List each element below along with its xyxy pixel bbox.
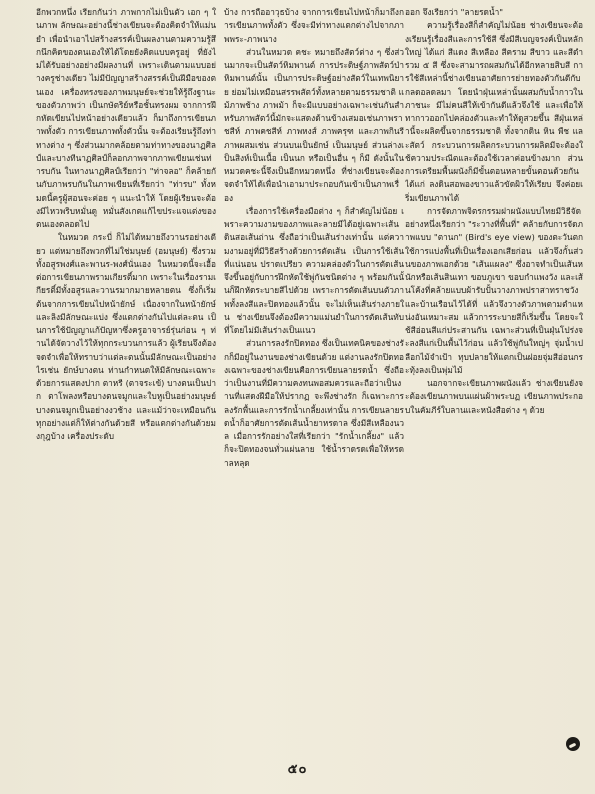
paragraph: ส่วนในหมวด คชะ หมายถึงสัตว์ต่าง ๆ ซึ่งส่วนมากจะเป็นสัตว์หิมพานต์ การประดิษฐ์ภาพสัตว์ป่าหิมพานต์นั้น เป็นการประดิษฐ์อย่างสัตว์ในเทพนิยาย ย่อมไม่เหมือนสรรพสัตว์ทั้งหลายตามธรรมชาติ แม้ภาพช้าง ภาพม้า ก็จะมีแบบอย่างเฉพาะเช่นกันสำหรับภาพสัตว์นี้มักจะแสดงด้านข้างเสมอเช่นภาพราชสีห์ ภาพคชสีห์ ภาพหงส์ ภาพครุฑ และภาพกินรี ภาพผสมเช่น ส่วนบนเป็นยักษ์ เป็นมนุษย์ ส่วนล่างเป็นสิงห์เป็นเนื้อ เป็นนก หรือเป็นอื่น ๆ ก็มี ดังนั้นในหมวดคชะนี้จึงเป็นอีกหมวดหนึ่ง ที่ช่างเขียนจะต้องจดจำให้ได้เพื่อนำเอามาประกอบกันเข้าเป็นภาพเรื่อง <box>224 46 404 203</box>
paragraph: การจัดภาพจิตรกรรมฝาผนังแบบไทยมีวิธีจัดอย่างหนึ่งเรียกว่า "ระวางที่พื้นที่" คล้ายกับการจัดภาพแบบ "ตานก" (Bird's eye view) ของตะวันตก ใช้การแบ่งพื้นที่เป็นเรื่องเอกเสียก่อน แล้วจึงกั้นส่วนของภาพเอกด้วย "เส้นแผลง" ซึ่งอาจทำเป็นเส้นหนักหรือเส้นสินเทา ขอบภูเขา ขอบกำแพงวัง และเส้นโค้งที่คล้ายแบบผ้ารับปั้นวางภาพปราสาทราชวังและบ้านเรือนไว้ได้ที่ แล้วจึงวางตัวภาพตามตำแหน่งอันเหมาะสม แล้วการระบายสีก็เริ่มขึ้น โดยจะใช้สีอ่อนสีแก่ประสานกัน เฉพาะส่วนที่เป็นฝุ่นโปร่งจะลงสีแก่เป็นพื้นไว้ก่อน แล้วใช้พู่กันใหญ่ๆ จุ่มน้ำเปลือกไม้จำเป้า ทุบปลายให้แตกเป็นฝอยจุ่มสีอ่อนกระทุ้งลงเป็นพุ่มไม้ <box>405 205 583 375</box>
page-number: ๕๐ <box>287 762 308 777</box>
paragraph: ส่วนการลงรักปิดทอง ซึ่งเป็นเทคนิคของช่างรักก็มีอยู่ในงานของช่างเขียนด้วย แต่งานลงรักปิดทองเฉพาะของช่างเขียนคือการเขียนลายรดน้ำ ซึ่งถือว่าเป็นงานที่มีความคงทนพอสมควรและถือว่าเป็นงานที่แสดงฝีมือให้ปรากฏ จะพึงช่างรัก ก็เฉพาะการลงรักพื้นและการรักน้ำเกลี้ยงเท่านั้น การเขียนลายรดน้ำก็อาศัยการตัดเส้นน้ำยาหรดาล ซึ่งมีสีเหลืองนวล เมื่อการรักอย่างใสที่เรียกว่า "รักน้ำเกลี้ยง" แล้ว ก็จะปิดทองจนทั่วแผ่นลาย ใช้น้ำราดรดเพื่อให้หรดาลหลุด <box>224 338 404 468</box>
paragraph: ในหมวด กระบี่ ก็ไม่ได้หมายถึงวานรอย่างเดียว แต่หมายถึงพวกที่ไม่ใช่มนุษย์ (อมนุษย์) ซึ่งรวมทั้งอสูรพงศ์และพานร-พงศ์นั่นเอง ในหมวดนี้จะเอื้อต่อการเขียนภาพรามเกียรติ์มาก เพราะในเรื่องรามเกียรติ์มีทั้งอสูรและวานรมากมายหลายตน ซึ่งก็เริ่มต้นจากการเขียนไปหน้ายักษ์ เนื่องจากในหน้ายักษ์และลิงมีลักษณะแบ่ง ซึ่งแตกต่างกันไปแต่ละตน เป็นการใช้ปัญญาแก้ปัญหาซึ่งครูอาจารย์รุ่นก่อน ๆ ท่านได้จัดวางไว้ให้ทุกกระบวนการแล้ว ผู้เรียนจึงต้องจดจำเพื่อให้ทราบว่าแต่ละตนนั้นมีลักษณะเป็นอย่างไรเช่น ยักษ์บางตน ท่านกำหนดให้มีลักษณะเฉพาะ ด้วยการแสดงปาก ตาหรี (ตาจระเข้) บางตนเป็นปาก ตาโพลงหรือบางตนจมูกและใบหูเป็นอย่างมนุษย์บางตนจมูกเป็นอย่างงวช้าง และแม้ว่าจะเหมือนกันทุกอย่างแต่ก็ให้ต่างกันด้วยสี หรือแตกต่างกันด้วยมงกุฎบ้าง เครื่องประดับ <box>36 232 216 441</box>
paragraph: นอกจากจะเขียนภาพผนังแล้ว ช่างเขียนยังจะต้องเขียนภาพบนแผ่นผ้าพระบฏ เขียนภาพประกอบในคัมภีร์ใบลานและหนังสือต่าง ๆ ด้วย <box>405 378 583 415</box>
paragraph: อีกพวกหนึ่ง เรียกกันว่า ภาพกากไม่เป็นตัว เอก ๆ ในภาพ ลักษณะอย่างนี้ช่างเขียนจะต้องคิดจำให้แม่นยำ เพื่อนำเอาไปสร้างสรรค์เป็นผลงานตามความรู้สึกนึกคิดของตนเองให้ได้โดยยังคิดแบบครูอยู่ ที่ยังไม่ได้รับอย่างอย่างมีผลงานที่ เพราะเดินตามแบบอย่างครูช่างเดียว ไม่มีปัญญาสร้างสรรค์เป็นฝีมือของตนเอง เครื่องทรงของภาพมนุษย์จะช่วยให้รู้ถึงฐานะของตัวภาพว่า เป็นกษัตริย์หรือชั้นทรงผม จากการฝึกหัดเขียนไปหน้าอย่างเดียวแล้ว ก็มาถึงการเขียนภาพทั้งตัว การเขียนภาพทั้งตัวนั้น จะต้องเรียนรู้ถึงท่าทางต่าง ๆ ซึ่งส่วนมากคล้อยตามท่าทางของนาฏศิลป์และบางทีนาฏศิลป์ก็ลอกภาพจากภาพเขียนเช่นท่ารบกัน ในทางนาฏศิลป์เรียกว่า "ท่าจลอ" ก็คล้ายกันกับภาพรบกันในภาพเขียนที่เรียกว่า "ท่ารบ" ทั้งหมดนี้ครูผู้สอนจะค่อย ๆ แนะนำให้ โดยผู้เรียนจะต้องมีไหวพริบหมั่นดู หมั่นสังเกตแก้ไขประแจแต่งของตนเองตลอดไป <box>36 7 216 229</box>
text-column-3 <box>405 6 583 730</box>
paragraph: บ้าง การถืออาวุธบ้าง จากการเขียนไปหน้าก็มาถึงการเขียนภาพทั้งตัว ซึ่งจะมีท่าทางแตกต่างไปจากภาพพระ-ภาพนาง <box>224 7 404 44</box>
paragraph: ออก จึงเรียกว่า "ลายรดน้ำ" <box>405 7 504 17</box>
text-column-2 <box>224 6 404 730</box>
paragraph: ความรู้เรื่องสีก็สำคัญไม่น้อย ช่างเขียนจะต้องเรียนรู้เรื่องสีและการใช้สี ซึ่งมีสีเบญจรงค์เป็นหลักใหญ่ ได้แก่ สีแดง สีเหลือง สีคราม สีขาว และสีดำ รวม ๕ สี ซึ่งจะสามารถผสมกันได้อีกหลายสิบสี การใช้สีเหล่านี้ช่างเขียนอาศัยการย่ายทองตัวกันดีกับกลดอลดลมา โดยนำฝุ่นเหล่านั้นผสมกับน้ำกาวในภาชนะ มีไม่คนสีให้เข้ากันดีแล้วจึงใช้ และเพื่อให้ทากาวออกไปคล่องตัวและทำให้ดูสวยขึ้น สีฝุ่นเหล่านี้จะผลิตขึ้นจากธรรมชาติ ทั้งจากดิน หิน พืช และสัตว์ กระบวนการผลิตกระบวนการผลิตมีจะต้องใช้ความประณีตและต้องใช้เวลาค่อนข้างมาก ส่วนการเตรียมพื้นผนังก็มีขั้นตอนหลายขั้นตอนด้วยกัน ได้แก่ ลงดินสอพองขาวแล้วขัดผิวให้เรียบ จึงค่อยเริ่มเขียนภาพได้ <box>405 20 583 203</box>
paragraph: เรื่องการใช้เครื่องมือต่าง ๆ ก็สำคัญไม่น้อย เพราะความงามของภาพและลายมีได้อยู่เฉพาะเส้นดินสอเส้นถ่าน ซึ่งถือว่าเป็นเส้นร่างเท่านั้น แต่ความงามอยู่ที่มีวิธีสร้างด้วยการตัดเส้น เป็นการใช้เส้นที่แน่นอน ปราดเปรียว ความคล่องตัวในการตัดเส้นจึงขึ้นอยู่กับการฝึกหัดใช้พู่กันชนิดต่าง ๆ พร้อมกันนั้นก็ฝึกหัดระบายสีไปด้วย เพราะการตัดเส้นบนตัวภาพทั้งลงสีและปิดทองแล้วนั้น จะไม่เห็นเส้นร่างภายใน ช่างเขียนจึงต้องมีความแม่นยำในการตัดเส้นทับที่โดยไม่มีเส้นร่างเป็นแนว <box>224 205 404 335</box>
text-column-1 <box>36 6 216 730</box>
end-of-article-icon <box>566 737 580 751</box>
